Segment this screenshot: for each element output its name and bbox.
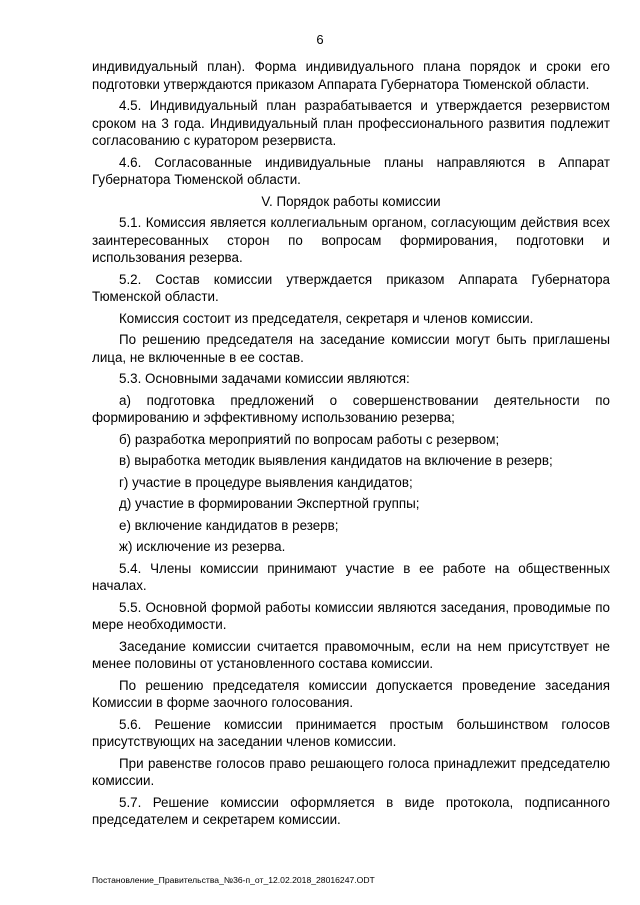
paragraph-5-4: 5.4. Члены комиссии принимают участие в ее работе на общественных началах.: [92, 560, 610, 593]
paragraph-5-1: 5.1. Комиссия является коллегиальным органом, согласующим действия всех заинтересованных сторон по вопросам формирования, подготовки и использования резерва.: [92, 215, 610, 265]
list-item-d: д) участие в формировании Экспертной группы;: [119, 496, 420, 511]
paragraph-5-2: 5.2. Состав комиссии утверждается приказом Аппарата Губернатора Тюменской области.: [92, 271, 610, 304]
list-item-zh: ж) исключение из резерва.: [119, 539, 286, 554]
paragraph-4-5: 4.5. Индивидуальный план разрабатывается и утверждается резервистом сроком на 3 года. Индивидуальный план профессионального развития подлежит согласованию с куратором резервиста.: [92, 98, 610, 148]
list-item-v: в) выработка методик выявления кандидатов на включение в резерв;: [119, 453, 553, 468]
paragraph-invited-persons: По решению председателя на заседание комиссии могут быть приглашены лица, не включенные в ее состав.: [92, 332, 610, 365]
paragraph-5-3: 5.3. Основными задачами комиссии являются:: [119, 371, 410, 386]
paragraph-commission-composition: Комиссия состоит из председателя, секретаря и членов комиссии.: [119, 310, 534, 326]
paragraph-5-5: 5.5. Основной формой работы комиссии являются заседания, проводимые по мере необходимости.: [92, 599, 610, 632]
list-item-e: е) включение кандидатов в резерв;: [119, 517, 339, 533]
paragraph-5-7: 5.7. Решение комиссии оформляется в виде протокола, подписанного председателем и секретарем комиссии.: [92, 794, 610, 827]
paragraph-casting-vote: При равенстве голосов право решающего голоса принадлежит председателю комиссии.: [92, 755, 610, 788]
document-body: [92, 58, 610, 833]
list-item-a: а) подготовка предложений о совершенствовании деятельности по формированию и эффективному использованию резерва;: [92, 392, 610, 425]
list-item-b: б) разработка мероприятий по вопросам работы с резервом;: [119, 431, 500, 447]
list-item-g: г) участие в процедуре выявления кандидатов;: [119, 474, 413, 490]
paragraph-5-6: 5.6. Решение комиссии принимается простым большинством голосов присутствующих на заседании членов комиссии.: [92, 716, 610, 749]
paragraph-continuation: индивидуальный план). Форма индивидуального плана порядок и сроки его подготовки утверждаются приказом Аппарата Губернатора Тюменской области.: [92, 59, 610, 92]
paragraph-quorum: Заседание комиссии считается правомочным, если на нем присутствует не менее половины от установленного состава комиссии.: [92, 638, 610, 671]
file-name-footer: Постановление_Правительства_№36-п_от_12.02.2018_28016247.ODT: [92, 875, 375, 885]
section-heading: V. Порядок работы комиссии: [261, 193, 441, 209]
paragraph-4-6: 4.6. Согласованные индивидуальные планы направляются в Аппарат Губернатора Тюменской области.: [92, 154, 610, 187]
page-number: 6: [316, 32, 324, 47]
paragraph-absentee-voting: По решению председателя комиссии допускается проведение заседания Комиссии в форме заочного голосования.: [92, 677, 610, 710]
